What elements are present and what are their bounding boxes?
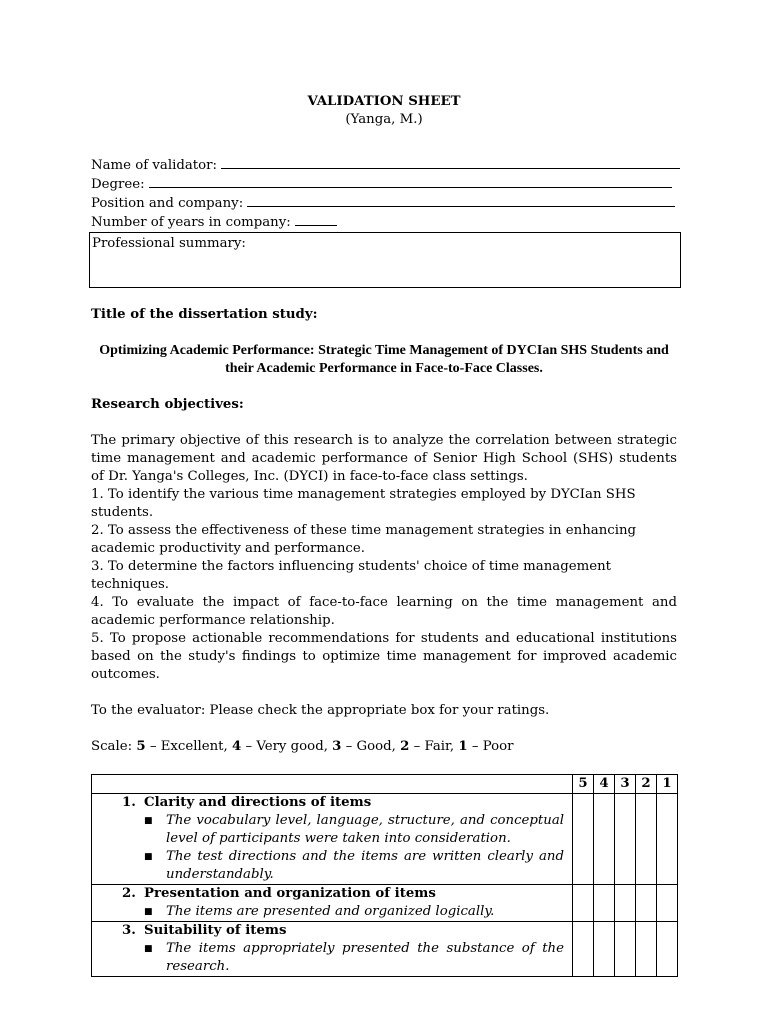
rating-checkbox-3[interactable] [615,794,636,885]
rating-checkbox-4[interactable] [594,922,615,977]
rating-col-4: 4 [594,775,615,794]
criterion-title: 3. Suitability of items [122,923,287,938]
rating-col-5: 5 [573,775,594,794]
rating-checkbox-5[interactable] [573,794,594,885]
header [91,93,677,129]
rating-scale [91,738,677,756]
objectives-intro: The primary objective of this research is to analyze the correlation between strategic time management and academic performance of Senior High School (SHS) students of Dr. Yanga's Colleges, Inc. (DYCI) in face-to-face class settings. [91,433,677,484]
rating-col-3: 3 [615,775,636,794]
scale-label: Scale: [91,739,133,754]
criterion-cell [92,794,573,885]
scale-desc: – Excellent, [145,739,232,754]
objective-item: 1. To identify the various time management strategies employed by DYCIan SHS students. [91,487,636,520]
rating-table [91,774,678,977]
scale-value: 2 [400,739,410,754]
rating-checkbox-1[interactable] [657,885,678,922]
rating-checkbox-2[interactable] [636,922,657,977]
rating-checkbox-4[interactable] [594,794,615,885]
scale-value: 5 [136,739,146,754]
rating-checkbox-3[interactable] [615,885,636,922]
rating-checkbox-1[interactable] [657,922,678,977]
validation-sheet [91,93,677,977]
degree-blank[interactable] [149,175,672,188]
study-heading: Title of the dissertation study: [91,307,318,322]
criterion-bullet: ■ The items appropriately presented the substance of the research. [144,941,564,974]
scale-value: 4 [231,739,242,754]
rating-checkbox-3[interactable] [615,922,636,977]
rating-checkbox-1[interactable] [657,794,678,885]
table-header-row [92,775,678,794]
rating-col-2: 2 [636,775,657,794]
objective-item: 5. To propose actionable recommendations for students and educational institutions based on the study's findings to optimize time management for improved academic outcomes. [91,631,677,682]
scale-value: 3 [332,739,342,754]
scale-desc: – Very good, [241,739,333,754]
rating-checkbox-5[interactable] [573,922,594,977]
objective-item: 3. To determine the factors influencing students' choice of time management techniques. [91,559,611,592]
criterion-title: 1. Clarity and directions of items [122,795,372,810]
objectives-heading: Research objectives: [91,397,244,412]
page-subtitle: (Yanga, M.) [345,112,423,127]
bullet-icon: ■ [144,852,153,862]
summary-label: Professional summary: [92,236,246,251]
table-row [92,794,678,885]
criterion-bullet: ■ The items are presented and organized logically. [144,904,495,919]
rating-col-1: 1 [657,775,678,794]
objective-item: 2. To assess the effectiveness of these time management strategies in enhancing academic productivity and performance. [91,523,637,556]
degree-field[interactable] [91,175,677,194]
bullet-icon: ■ [144,816,153,826]
scale-value: 1 [458,739,468,754]
degree-label: Degree: [91,177,145,192]
criteria-header-cell [92,775,573,794]
rating-checkbox-2[interactable] [636,794,657,885]
years-label: Number of years in company: [91,215,291,230]
rating-checkbox-5[interactable] [573,885,594,922]
validator-blank[interactable] [221,156,680,169]
evaluator-instruction: To the evaluator: Please check the appropriate box for your ratings. [91,703,550,718]
rating-checkbox-2[interactable] [636,885,657,922]
table-row [92,922,678,977]
objective-item: 4. To evaluate the impact of face-to-face learning on the time management and academic performance relationship. [91,595,677,628]
position-field[interactable] [91,194,677,213]
validator-field[interactable] [91,156,677,175]
rating-checkbox-4[interactable] [594,885,615,922]
bullet-icon: ■ [144,944,153,954]
position-blank[interactable] [247,194,675,207]
table-row [92,885,678,922]
page-title: VALIDATION SHEET [307,94,461,109]
criterion-cell [92,922,573,977]
criterion-bullet: ■ The vocabulary level, language, structure, and conceptual level of participants were taken into consideration. [144,813,564,846]
scale-desc: – Poor [467,739,514,754]
criterion-bullet: ■ The test directions and the items are written clearly and understandably. [144,849,564,882]
years-field[interactable] [91,213,677,232]
position-label: Position and company: [91,196,244,211]
years-blank[interactable] [295,213,337,226]
criterion-cell [92,885,573,922]
scale-desc: – Fair, [409,739,459,754]
scale-desc: – Good, [341,739,401,754]
professional-summary-box[interactable] [89,232,681,288]
validator-label: Name of validator: [91,158,217,173]
bullet-icon: ■ [144,907,153,917]
criterion-title: 2. Presentation and organization of items [122,886,436,901]
study-title: Optimizing Academic Performance: Strategic Time Management of DYCIan SHS Students and their Academic Performance in Face-to-Face Classes. [99,343,669,376]
